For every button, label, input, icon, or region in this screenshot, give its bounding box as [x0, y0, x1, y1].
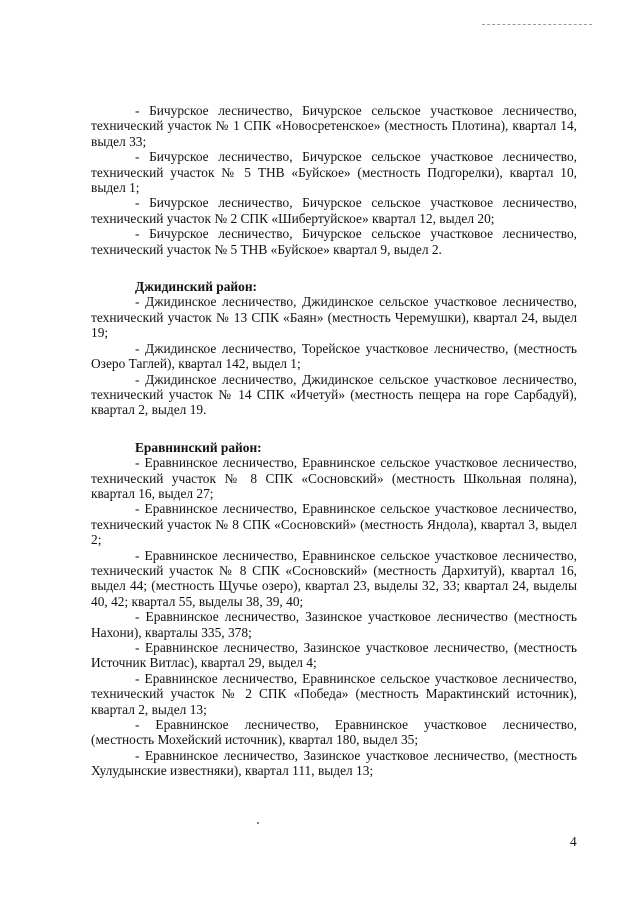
- list-item: - Джидинское лесничество, Джидинское сельское участковое лесничество, технический участок № 13 СПК «Баян» (местность Черемушки), квартал 24, выдел 19;: [91, 294, 577, 341]
- list-item: - Еравнинское лесничество, Зазинское участковое лесничество, (местность Хулудынские известняки), квартал 111, выдел 13;: [91, 747, 577, 779]
- section-bichura: [91, 103, 577, 257]
- list-item: - Еравнинское лесничество, Еравнинское сельское участковое лесничество, технический участок № 8 СПК «Сосновский» (местность Дархитуй), квартал 16, выдел 44; (местность Щучье озеро), квартал 23, выделы 32, 33; квартал 24, выделы 40, 42; квартал 55, выделы 38, 39, 40;: [91, 547, 577, 609]
- section-dzhida: [91, 279, 577, 418]
- document-body: [91, 103, 577, 779]
- page-number: 4: [570, 834, 577, 849]
- list-item: - Еравнинское лесничество, Еравнинское сельское участковое лесничество, технический участок № 8 СПК «Сосновский» (местность Яндола), квартал 3, выдел 2;: [91, 501, 577, 548]
- list-item: - Бичурское лесничество, Бичурское сельское участковое лесничество, технический участок № 2 СПК «Шибертуйское» квартал 12, выдел 20;: [91, 195, 577, 226]
- section-heading: Еравнинский район:: [135, 439, 262, 455]
- list-item: - Еравнинское лесничество, Зазинское участковое лесничество (местность Нахони), кварталы 335, 378;: [91, 609, 577, 640]
- section-heading: Джидинский район:: [135, 279, 258, 295]
- list-item: - Еравнинское лесничество, Еравнинское участковое лесничество, (местность Мохейский источник), квартал 180, выдел 35;: [91, 717, 577, 748]
- list-item: - Бичурское лесничество, Бичурское сельское участковое лесничество, технический участок № 1 СПК «Новосретенское» (местность Плотина), квартал 14, выдел 33;: [91, 103, 577, 149]
- scan-header-mark: [482, 24, 592, 25]
- scan-speck: [257, 822, 259, 824]
- list-item: - Джидинское лесничество, Торейское участковое лесничество, (местность Озеро Таглей), квартал 142, выдел 1;: [91, 340, 577, 372]
- list-item: - Еравнинское лесничество, Зазинское участковое лесничество, (местность Источник Витлас), квартал 29, выдел 4;: [91, 640, 577, 671]
- list-item: - Бичурское лесничество, Бичурское сельское участковое лесничество, технический участок № 5 ТНВ «Буйское» (местность Подгорелки), квартал 10, выдел 1;: [91, 149, 577, 196]
- list-item: - Бичурское лесничество, Бичурское сельское участковое лесничество, технический участок № 5 ТНВ «Буйское» квартал 9, выдел 2.: [91, 226, 577, 257]
- section-eravna: [91, 440, 577, 779]
- list-item: - Джидинское лесничество, Джидинское сельское участковое лесничество, технический участок № 14 СПК «Ичетуй» (местность пещера на горе Сарбадуй), квартал 2, выдел 19.: [91, 371, 577, 418]
- list-item: - Еравнинское лесничество, Еравнинское сельское участковое лесничество, технический участок № 2 СПК «Победа» (местность Марактинский источник), квартал 2, выдел 13;: [91, 670, 577, 717]
- list-item: - Еравнинское лесничество, Еравнинское сельское участковое лесничество, технический участок № 8 СПК «Сосновский» (местность Школьная поляна), квартал 16, выдел 27;: [91, 455, 577, 501]
